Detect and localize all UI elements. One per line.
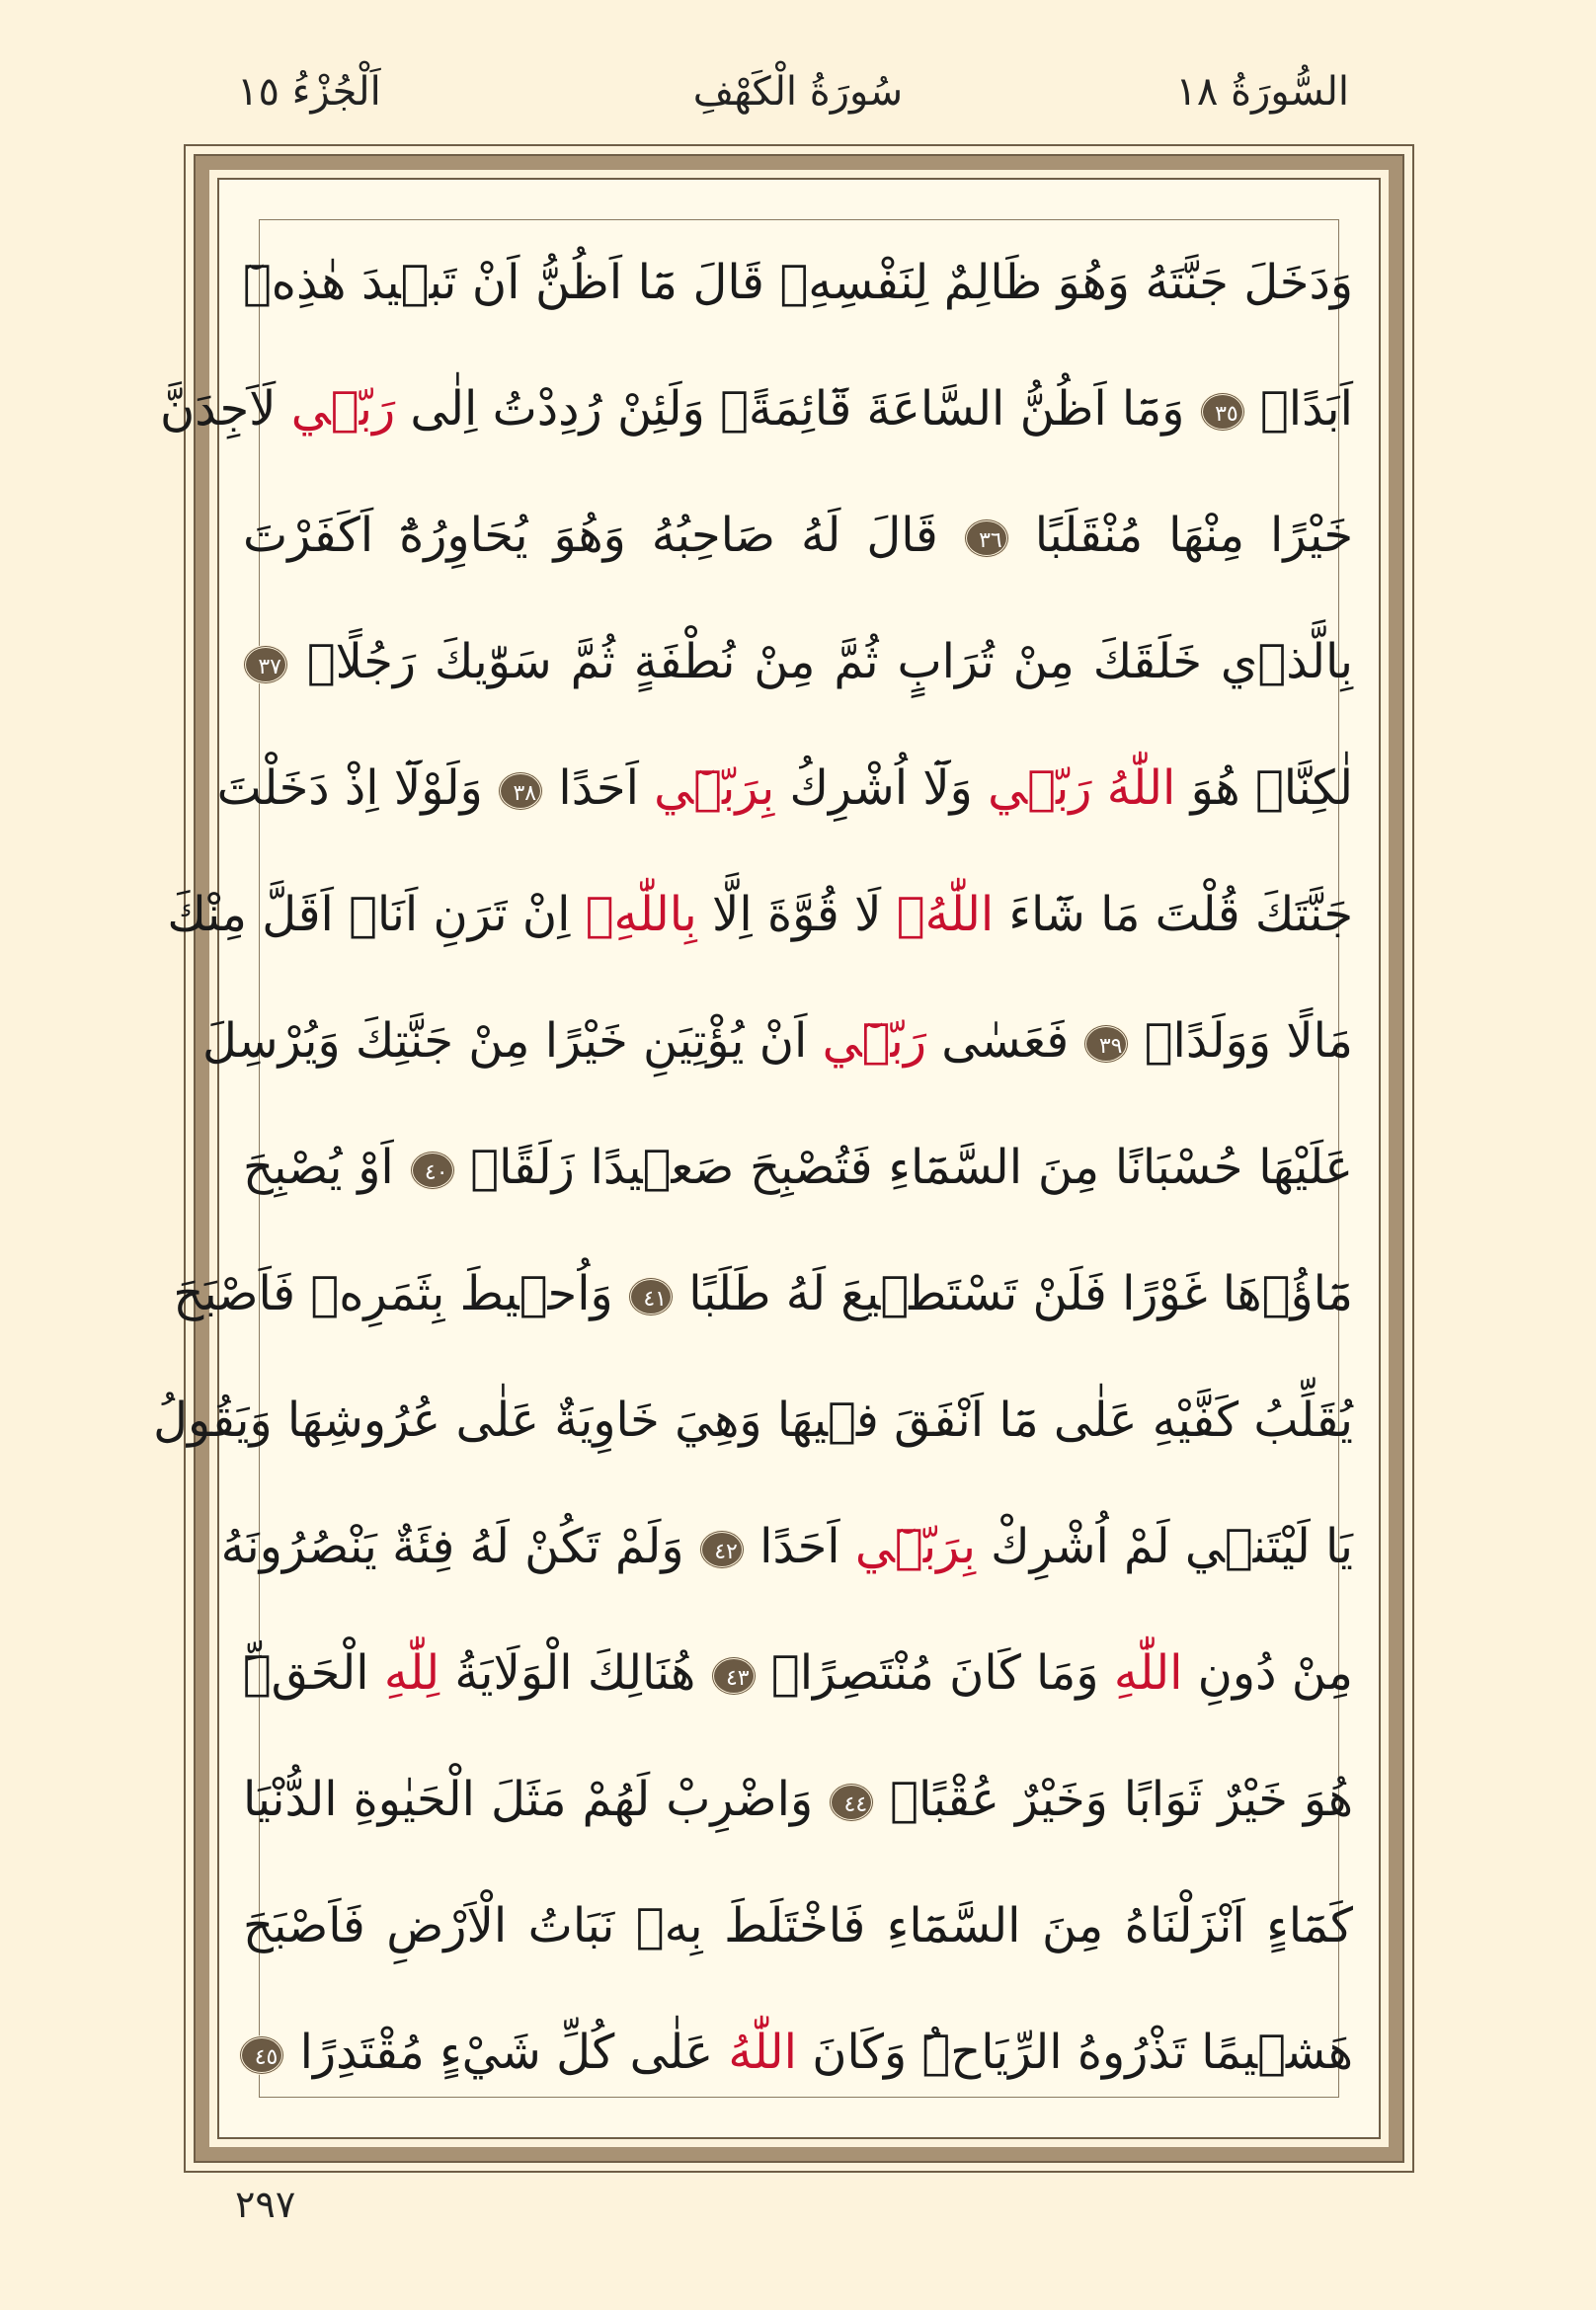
divine-name-text: لِلّٰهِ bbox=[383, 1645, 440, 1701]
verse-text: اَنْ يُؤْتِيَنِ خَيْرًا مِنْ جَنَّتِكَ وَيُرْسِلَ bbox=[202, 1013, 823, 1069]
divine-name-text: اللّٰهُ رَبّ۪ي bbox=[988, 760, 1176, 816]
ayah-number-marker: ٣٩ bbox=[1083, 1024, 1129, 1064]
verse-text: اَحَدًا bbox=[543, 760, 655, 816]
ayah-number-marker: ٣٨ bbox=[498, 771, 543, 811]
ayah-number-marker: ٤٣ bbox=[711, 1656, 757, 1696]
divine-name-text: بِرَبّ۪ٓي bbox=[854, 1519, 976, 1574]
ayah-number-marker: ٣٦ bbox=[964, 518, 1009, 558]
divine-name-text: بِاللّٰهِۚ bbox=[585, 887, 697, 942]
divine-name-text: رَبّ۪ي bbox=[290, 381, 396, 437]
divine-name-text: اللّٰهِ bbox=[1113, 1645, 1183, 1701]
text-line bbox=[173, 1231, 1353, 1357]
verse-text: لَاَجِدَنَّ bbox=[160, 381, 291, 437]
verse-text: وَدَخَلَ جَنَّتَهُ وَهُوَ ظَالِمٌ لِنَفْسِهِۚ قَالَ مَٓا اَظُنُّ اَنْ تَب۪يدَ هٰذِه۪ٓ bbox=[243, 255, 1353, 310]
verse-text: عَلٰى كُلِّ شَيْءٍ مُقْتَدِرًا bbox=[284, 2025, 729, 2080]
verse-text: مِنْ دُونِ bbox=[1182, 1645, 1353, 1701]
ayah-number-marker: ٣٧ bbox=[243, 645, 288, 684]
verse-text: قَالَ لَهُ صَاحِبُهُ وَهُوَ يُحَاوِرُهُٓ اَكَفَرْتَ bbox=[243, 508, 964, 563]
verse-text: جَنَّتَكَ قُلْتَ مَا شَٓاءَ bbox=[994, 887, 1353, 942]
text-line bbox=[202, 978, 1353, 1104]
ayah-number-marker: ٤٠ bbox=[410, 1151, 455, 1190]
verse-text: خَيْرًا مِنْهَا مُنْقَلَبًا bbox=[1008, 508, 1354, 563]
verse-text: وَلَوْلَٓا اِذْ دَخَلْتَ bbox=[216, 760, 499, 816]
page-number: ٢٩٧ bbox=[235, 2183, 296, 2226]
verse-text: عَلَيْهَا حُسْبَانًا مِنَ السَّمَٓاءِ فَتُصْبِحَ صَع۪يدًا زَلَقًاۙ bbox=[454, 1140, 1354, 1195]
text-line bbox=[243, 598, 1353, 725]
text-line bbox=[243, 472, 1353, 598]
text-line bbox=[167, 851, 1353, 978]
verse-text: هَش۪يمًا تَذْرُوهُ الرِّيَاحُۜ وَكَانَ bbox=[796, 2025, 1353, 2080]
divine-name-text: بِرَبّ۪ٓي bbox=[654, 760, 775, 816]
text-line bbox=[243, 219, 1353, 346]
quran-text-area bbox=[153, 219, 1354, 2115]
verse-text: اَبَدًاۙ bbox=[1244, 381, 1353, 437]
verse-text: اِنْ تَرَنِ اَنَا۬ اَقَلَّ مِنْكَ bbox=[167, 887, 586, 942]
verse-text: هُنَالِكَ الْوَلَايَةُ bbox=[439, 1645, 711, 1701]
verse-text: كَمَٓاءٍ اَنْزَلْنَاهُ مِنَ السَّمَٓاءِ فَاخْتَلَطَ بِه۪ نَبَاتُ الْاَرْضِ فَاَصْبَحَ bbox=[243, 1898, 1353, 1953]
text-line bbox=[243, 1989, 1353, 2115]
text-line bbox=[153, 1357, 1353, 1483]
divine-name-text: اللّٰهُ bbox=[896, 887, 995, 942]
text-line bbox=[243, 1863, 1353, 1989]
divine-name-text: اللّٰهُ bbox=[728, 2025, 797, 2080]
verse-text: يَا لَيْتَن۪ي لَمْ اُشْرِكْ bbox=[975, 1519, 1353, 1574]
verse-text: لٰكِنَّا۬ هُوَ bbox=[1175, 760, 1353, 816]
verse-text: وَاُح۪يطَ بِثَمَرِه۪ فَاَصْبَحَ bbox=[173, 1266, 628, 1321]
text-line bbox=[220, 1483, 1353, 1610]
verse-text: ۙ لَا قُوَّةَ اِلَّا bbox=[696, 887, 897, 942]
ayah-number-marker: ٤٤ bbox=[829, 1783, 874, 1822]
ayah-number-marker: ٣٥ bbox=[1200, 392, 1245, 432]
verse-text: وَلَٓا اُشْرِكُ bbox=[774, 760, 989, 816]
verse-text: الْحَقِّۜ bbox=[242, 1645, 384, 1701]
ayah-number-marker: ٤٥ bbox=[239, 2035, 284, 2075]
verse-text: هُوَ خَيْرٌ ثَوَابًا وَخَيْرٌ عُقْبًاۘ bbox=[874, 1772, 1353, 1827]
text-line bbox=[243, 1104, 1353, 1231]
page-header bbox=[0, 69, 1596, 128]
verse-text: اَوْ يُصْبِحَ bbox=[243, 1140, 410, 1195]
surah-title: سُورَةُ الْكَهْفِ bbox=[692, 69, 904, 115]
verse-text: فَعَسٰى bbox=[926, 1013, 1084, 1069]
verse-text: بِالَّذ۪ي خَلَقَكَ مِنْ تُرَابٍ ثُمَّ مِنْ نُطْفَةٍ ثُمَّ سَوّٰيكَ رَجُلًاۜ bbox=[288, 634, 1353, 689]
ayah-number-marker: ٤٢ bbox=[699, 1530, 745, 1569]
verse-text: وَمَٓا اَظُنُّ السَّاعَةَ قَٓائِمَةًۙ وَلَئِنْ رُدِدْتُ اِلٰى bbox=[395, 381, 1200, 437]
text-line bbox=[243, 1736, 1353, 1863]
verse-text: وَلَمْ تَكُنْ لَهُ فِئَةٌ يَنْصُرُونَهُ bbox=[220, 1519, 699, 1574]
verse-text: يُقَلِّبُ كَفَّيْهِ عَلٰى مَٓا اَنْفَقَ ف۪يهَا وَهِيَ خَاوِيَةٌ عَلٰى عُرُوشِهَا وَيَقُولُ bbox=[153, 1393, 1353, 1448]
ayah-number-marker: ٤١ bbox=[628, 1277, 674, 1316]
verse-text: وَاضْرِبْ لَهُمْ مَثَلَ الْحَيٰوةِ الدُّنْيَا bbox=[243, 1772, 830, 1827]
text-line bbox=[216, 725, 1353, 851]
verse-text: اَحَدًا bbox=[744, 1519, 855, 1574]
text-line bbox=[243, 1610, 1353, 1736]
verse-text: مَٓاؤُ۬هَا غَوْرًا فَلَنْ تَسْتَط۪يعَ لَهُ طَلَبًا bbox=[673, 1266, 1353, 1321]
juz-label: اَلْجُزْءُ ١٥ bbox=[237, 69, 381, 115]
verse-text: وَمَا كَانَ مُنْتَصِرًاۜ bbox=[756, 1645, 1114, 1701]
verse-text: مَالًا وَوَلَدًاۚ bbox=[1129, 1013, 1353, 1069]
divine-name-text: رَبّ۪ٓي bbox=[822, 1013, 926, 1069]
surah-number-label: السُّورَةُ ١٨ bbox=[1175, 69, 1349, 115]
text-line bbox=[160, 346, 1353, 472]
